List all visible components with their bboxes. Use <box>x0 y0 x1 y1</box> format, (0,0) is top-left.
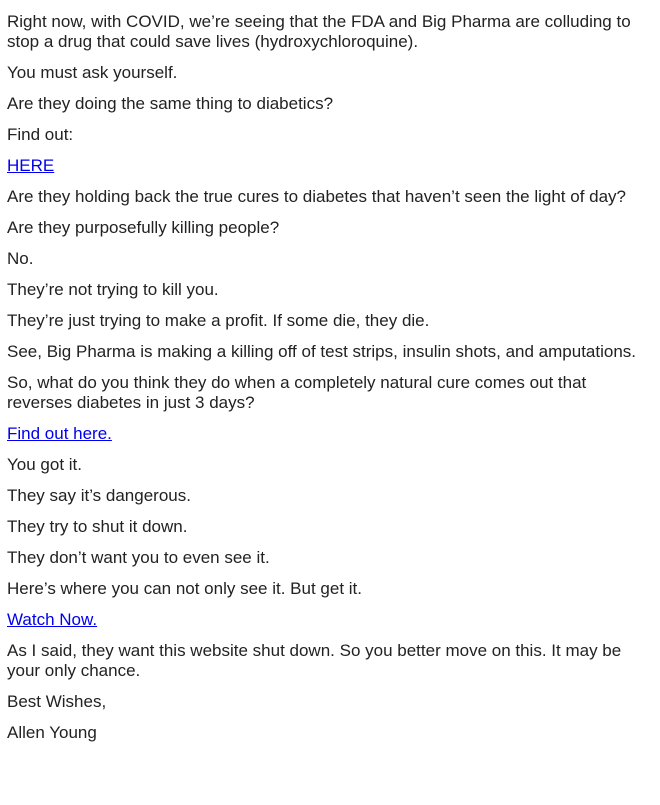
paragraph-covid-intro: Right now, with COVID, we’re seeing that the FDA and Big Pharma are colluding to stop a drug that could save lives (hydroxychloroquine). <box>7 12 631 51</box>
paragraph-you-got-it: You got it. <box>7 455 82 474</box>
paragraph-dangerous: They say it’s dangerous. <box>7 486 191 505</box>
paragraph-ask-yourself: You must ask yourself. <box>7 63 178 82</box>
watch-now-link[interactable]: Watch Now. <box>7 610 98 629</box>
paragraph-find-out: Find out: <box>7 125 74 144</box>
paragraph-profit: They’re just trying to make a profit. If some die, they die. <box>7 311 430 330</box>
paragraph-watch-now-link <box>7 610 637 630</box>
paragraph-signature: Allen Young <box>7 723 97 742</box>
paragraph-natural-cure: So, what do you think they do when a completely natural cure comes out that reverses diabetes in just 3 days? <box>7 373 587 412</box>
paragraph-dont-want: They don’t want you to even see it. <box>7 548 270 567</box>
paragraph-see-it: Here’s where you can not only see it. But get it. <box>7 579 362 598</box>
here-link[interactable]: HERE <box>7 156 55 175</box>
paragraph-test-strips: See, Big Pharma is making a killing off of test strips, insulin shots, and amputations. <box>7 342 636 361</box>
paragraph-holding-back: Are they holding back the true cures to diabetes that haven’t seen the light of day? <box>7 187 627 206</box>
find-out-here-link[interactable]: Find out here. <box>7 424 112 443</box>
paragraph-no: No. <box>7 249 34 268</box>
paragraph-find-out-here-link <box>7 424 637 444</box>
paragraph-best-wishes: Best Wishes, <box>7 692 107 711</box>
paragraph-shut-down: They try to shut it down. <box>7 517 188 536</box>
paragraph-killing-question: Are they purposefully killing people? <box>7 218 280 237</box>
paragraph-website-shut-down: As I said, they want this website shut down. So you better move on this. It may be your only chance. <box>7 641 622 680</box>
paragraph-diabetics-question: Are they doing the same thing to diabetics? <box>7 94 334 113</box>
paragraph-not-trying: They’re not trying to kill you. <box>7 280 219 299</box>
paragraph-here-link <box>7 156 637 176</box>
